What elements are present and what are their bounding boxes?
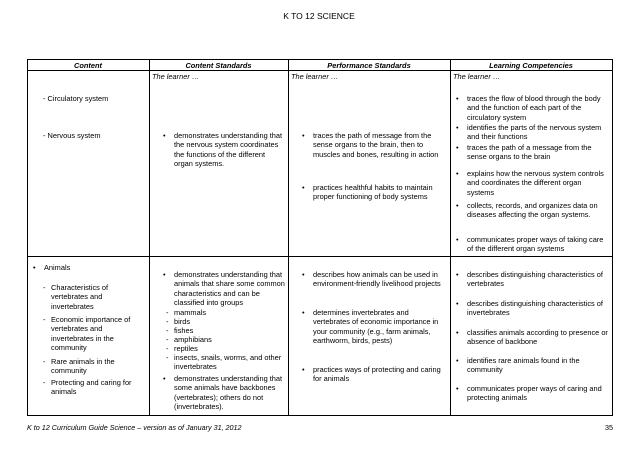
content-standard-item: • demonstrates understanding that the nervous system coordinates the functions of the different organ systems. <box>163 131 283 169</box>
header-divider <box>27 70 613 71</box>
competency-item: • identifies the parts of the nervous system and their functions <box>456 123 602 142</box>
dash-marker: - <box>166 344 169 353</box>
dash-marker: - <box>43 315 46 324</box>
bullet-icon: • <box>163 374 166 383</box>
performance-standard-item: • determines invertebrates and vertebrates of economic importance in your community (e.g., farm animals, earthworm, birds, pests) <box>302 308 439 346</box>
competency-item: • describes distinguishing characteristics of vertebrates <box>456 270 603 289</box>
competency-item: • traces the flow of blood through the body and the function of each part of the circulatory system <box>456 94 601 122</box>
table-bottom-border <box>27 415 613 416</box>
bullet-icon: • <box>163 131 166 140</box>
bullet-icon: • <box>33 263 36 272</box>
animal-group-item: - amphibians <box>166 335 212 344</box>
performance-standard-item: • traces the path of message from the sense organs to the brain, then to muscles and bones, resulting in action <box>302 131 439 159</box>
bullet-icon: • <box>456 328 459 337</box>
bullet-icon: • <box>456 123 459 132</box>
competency-item: • classifies animals according to presence or absence of backbone <box>456 328 608 347</box>
section-divider <box>27 256 613 257</box>
bullet-icon: • <box>163 270 166 279</box>
dash-marker: - <box>166 308 169 317</box>
performance-standard-item: • describes how animals can be used in environment-friendly livelihood projects <box>302 270 441 289</box>
content-standard-item: • demonstrates understanding that animals that share some common characteristics and can be classified into groups <box>163 270 285 308</box>
bullet-icon: • <box>302 308 305 317</box>
page-header-title: K TO 12 SCIENCE <box>283 11 355 21</box>
bullet-icon: • <box>302 131 305 140</box>
bullet-icon: • <box>456 384 459 393</box>
dash-marker: - <box>43 357 46 366</box>
content-item: - Nervous system <box>43 131 101 140</box>
content-standard-item: • demonstrates understanding that some animals have backbones (vertebrates); others do not (invertebrates). <box>163 374 283 412</box>
learner-prefix-competencies: The learner … <box>453 72 501 81</box>
bullet-icon: • <box>456 143 459 152</box>
table-top-border <box>27 59 613 60</box>
content-item: - Circulatory system <box>43 94 109 103</box>
competency-item: • describes distinguishing characteristics of invertebrates <box>456 299 603 318</box>
footer-version: K to 12 Curriculum Guide Science – version as of January 31, 2012 <box>27 423 242 432</box>
bullet-icon: • <box>302 270 305 279</box>
bullet-icon: • <box>456 169 459 178</box>
dash-marker: - <box>43 378 46 387</box>
bullet-icon: • <box>302 183 305 192</box>
competency-item: • communicates proper ways of caring and protecting animals <box>456 384 602 403</box>
col-border-3 <box>450 59 451 416</box>
dash-marker: - <box>166 335 169 344</box>
content-item: - Economic importance of vertebrates and invertebrates in the community <box>43 315 131 353</box>
bullet-icon: • <box>456 235 459 244</box>
dash-marker: - <box>166 353 169 362</box>
learner-prefix-content-standards: The learner … <box>152 72 200 81</box>
dash-marker: - <box>43 283 46 292</box>
performance-standard-item: • practices healthful habits to maintain proper functioning of body systems <box>302 183 433 202</box>
learner-prefix-performance-standards: The learner … <box>291 72 339 81</box>
col-border-left <box>27 59 28 416</box>
page-number: 35 <box>605 423 613 432</box>
dash-marker: - <box>166 326 169 335</box>
col-header-content-standards: Content Standards <box>185 61 252 70</box>
bullet-icon: • <box>302 365 305 374</box>
competency-item: • identifies rare animals found in the community <box>456 356 580 375</box>
bullet-icon: • <box>456 94 459 103</box>
bullet-icon: • <box>456 356 459 365</box>
col-border-1 <box>149 59 150 416</box>
bullet-icon: • <box>456 299 459 308</box>
col-border-2 <box>288 59 289 416</box>
topic-animals: • Animals <box>33 263 71 272</box>
curriculum-table <box>27 59 613 416</box>
animal-group-item: - fishes <box>166 326 194 335</box>
performance-standard-item: • practices ways of protecting and caring for animals <box>302 365 441 384</box>
competency-item: • traces the path of a message from the sense organs to the brain <box>456 143 592 162</box>
col-header-performance-standards: Performance Standards <box>327 61 411 70</box>
animal-group-item: - reptiles <box>166 344 198 353</box>
bullet-icon: • <box>456 270 459 279</box>
animal-group-item: - birds <box>166 317 191 326</box>
competency-item: • collects, records, and organizes data on diseases affecting the organ systems. <box>456 201 598 220</box>
competency-item: • explains how the nervous system controls and coordinates the different organ systems <box>456 169 604 197</box>
animal-group-item: - mammals <box>166 308 207 317</box>
col-border-right <box>612 59 613 416</box>
animal-group-item: - insects, snails, worms, and other invertebrates <box>166 353 282 372</box>
content-item: - Protecting and caring for animals <box>43 378 132 397</box>
content-item: - Rare animals in the community <box>43 357 115 376</box>
dash-marker: - <box>166 317 169 326</box>
bullet-icon: • <box>456 201 459 210</box>
content-item: - Characteristics of vertebrates and invertebrates <box>43 283 109 311</box>
col-header-learning-competencies: Learning Competencies <box>489 61 573 70</box>
col-header-content: Content <box>74 61 102 70</box>
competency-item: • communicates proper ways of taking care of the different organ systems <box>456 235 604 254</box>
